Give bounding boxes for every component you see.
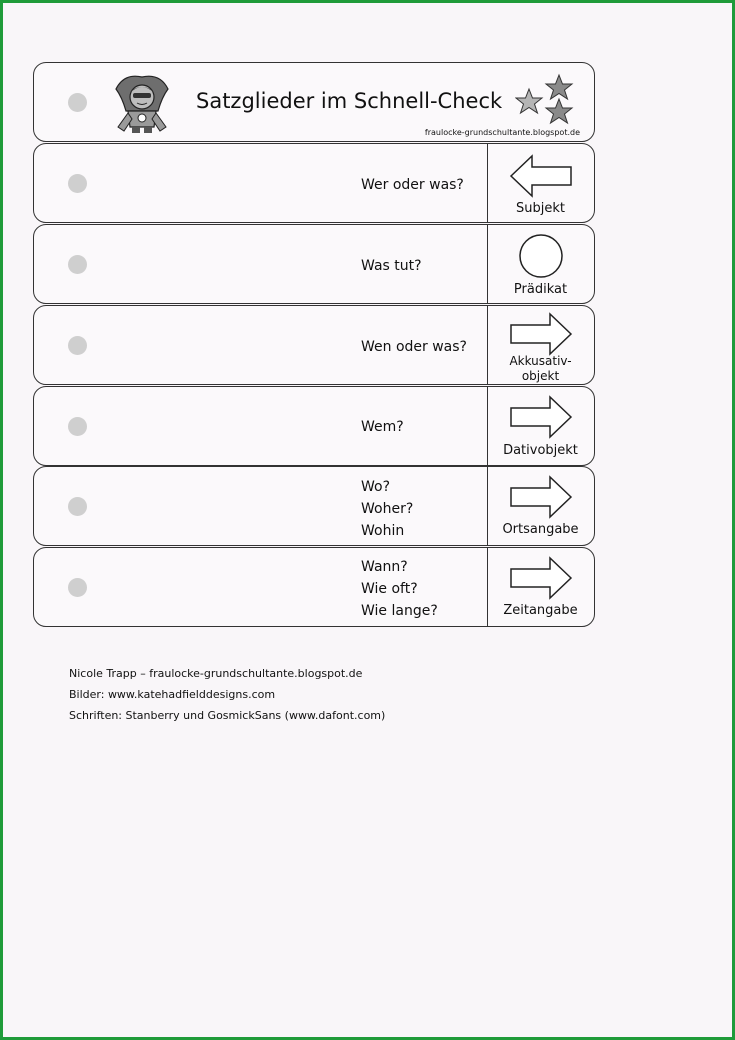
- question-text: Wo?: [361, 479, 391, 495]
- credit-fonts: Schriften: Stanberry und GosmickSans (www.dafont.com): [69, 709, 386, 722]
- question-text: Wie oft?: [361, 581, 418, 597]
- punch-hole: [68, 578, 87, 597]
- arrow-right-icon: [508, 312, 574, 356]
- term-label: Ortsangabe: [502, 522, 579, 537]
- punch-hole: [68, 255, 87, 274]
- row-subjekt: [33, 143, 595, 223]
- punch-hole: [68, 174, 87, 193]
- row-zeitangabe: [33, 547, 595, 627]
- row-praedikat: [33, 224, 595, 304]
- punch-hole: [68, 336, 87, 355]
- question-text: Wie lange?: [361, 603, 438, 619]
- superhero-kid-icon: [110, 71, 174, 135]
- punch-hole: [68, 93, 87, 112]
- question-text: Wen oder was?: [361, 339, 467, 355]
- question-text: Wann?: [361, 559, 408, 575]
- circle-icon: [508, 232, 574, 280]
- term-label: Subjekt: [516, 201, 565, 216]
- arrow-right-icon: [508, 395, 574, 439]
- row-akkusativobjekt: [33, 305, 595, 385]
- arrow-right-icon: [508, 475, 574, 519]
- credit-images: Bilder: www.katehadfielddesigns.com: [69, 688, 276, 701]
- question-text: Was tut?: [361, 258, 422, 274]
- page-title: Satzglieder im Schnell-Check: [196, 89, 503, 113]
- term-label: Prädikat: [513, 282, 568, 297]
- question-text: Woher?: [361, 501, 414, 517]
- question-text: Wem?: [361, 419, 404, 435]
- arrow-right-icon: [508, 556, 574, 600]
- punch-hole: [68, 417, 87, 436]
- question-text: Wohin: [361, 523, 405, 539]
- arrow-left-icon: [508, 154, 574, 198]
- three-stars-icon: [515, 73, 577, 129]
- term-label: Zeitangabe: [503, 603, 578, 618]
- punch-hole: [68, 497, 87, 516]
- header-card: [33, 62, 595, 142]
- term-label: Akkusativ- objekt: [509, 354, 572, 383]
- question-text: Wer oder was?: [361, 177, 464, 193]
- row-ortsangabe: [33, 466, 595, 546]
- blog-url: fraulocke-grundschultante.blogspot.de: [424, 128, 580, 137]
- row-dativobjekt: [33, 386, 595, 466]
- term-label: Dativobjekt: [503, 443, 578, 458]
- credit-author: Nicole Trapp – fraulocke-grundschultante.blogspot.de: [69, 667, 363, 680]
